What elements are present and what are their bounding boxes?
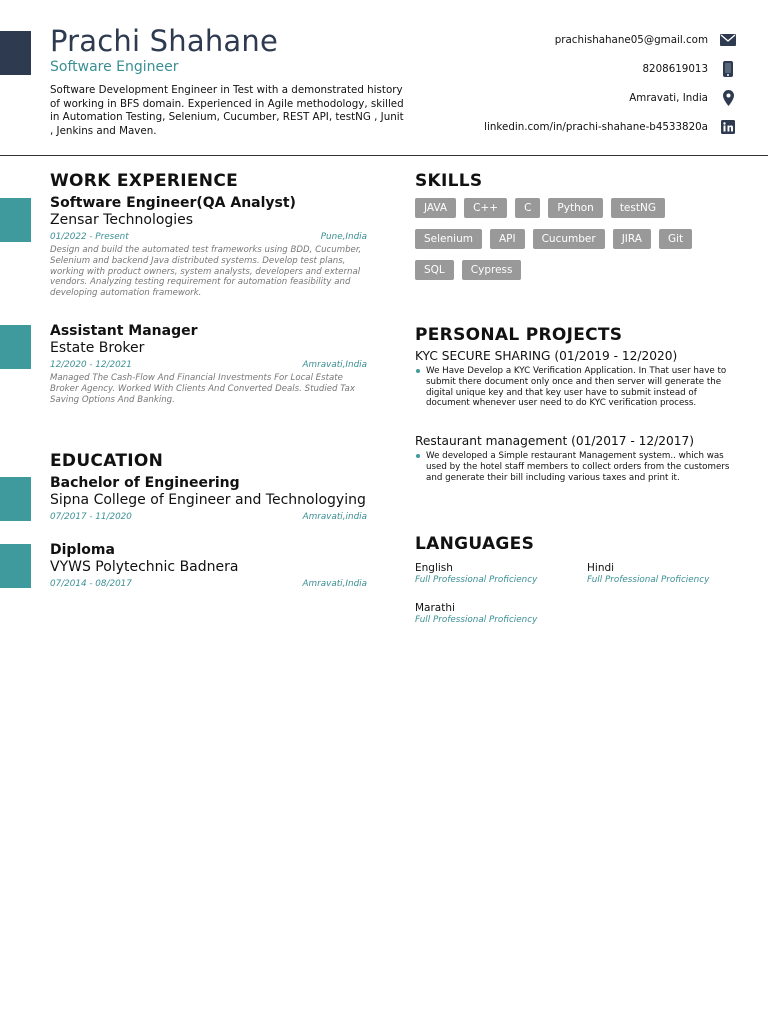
skill-row: [415, 198, 745, 218]
bullet-icon: [416, 454, 420, 458]
contact-email[interactable]: [406, 25, 736, 54]
work-location: Pune,India: [320, 232, 367, 242]
education-dates: 07/2017 - 11/2020: [50, 512, 132, 522]
contact-location: [406, 83, 736, 112]
work-meta: [50, 360, 367, 371]
education-degree: Diploma: [50, 542, 115, 558]
language-name: English: [415, 562, 453, 574]
skill-row: [415, 260, 745, 280]
header-divider: [0, 155, 768, 156]
work-company: Zensar Technologies: [50, 212, 194, 228]
project-title: KYC SECURE SHARING (01/2019 - 12/2020): [415, 349, 678, 363]
work-description: Design and build the automated test frameworks using BDD, Cucumber, Selenium and backend Java distributed systems. Develop test plans, working with product owners, system analysts, developers and external vendors. Analyzing testing requirement for automation feasibility and developing automation framework.: [50, 245, 362, 299]
linkedin-text[interactable]: linkedin.com/in/prachi-shahane-b4533820a: [484, 120, 708, 133]
contact-phone: [406, 54, 736, 83]
email-text[interactable]: prachishahane05@gmail.com: [554, 33, 708, 46]
work-dates: 01/2022 - Present: [50, 232, 129, 242]
section-marker: [0, 544, 31, 588]
personal-projects-heading: PERSONAL PROJECTS: [415, 325, 623, 345]
language-level: Full Professional Proficiency: [415, 615, 538, 625]
work-dates: 12/2020 - 12/2021: [50, 360, 132, 370]
contact-linkedin[interactable]: [406, 112, 736, 141]
education-location: Amravati,india: [302, 512, 367, 522]
work-meta: [50, 232, 367, 243]
work-company: Estate Broker: [50, 340, 145, 356]
skill-tag: Cucumber: [533, 229, 605, 249]
work-role: Assistant Manager: [50, 323, 198, 339]
location-pin-icon: [720, 90, 736, 106]
skill-tag: API: [490, 229, 525, 249]
skill-tag: Python: [548, 198, 602, 218]
language-item: [415, 601, 585, 626]
language-item: [587, 561, 757, 586]
work-location: Amravati,India: [302, 360, 367, 370]
language-name: Hindi: [587, 562, 615, 574]
skill-tag: Selenium: [415, 229, 482, 249]
bullet-icon: [416, 369, 420, 373]
job-title: Software Engineer: [50, 59, 179, 75]
work-experience-heading: WORK EXPERIENCE: [50, 171, 239, 191]
education-location: Amravati,India: [302, 579, 367, 589]
project-bullet-item: [415, 451, 735, 483]
education-entry: [50, 475, 367, 523]
language-level: Full Professional Proficiency: [587, 575, 710, 585]
work-entry: [50, 323, 367, 405]
linkedin-icon: [720, 119, 736, 135]
education-meta: [50, 579, 367, 590]
education-degree: Bachelor of Engineering: [50, 475, 240, 491]
education-school: Sipna College of Engineer and Technologying: [50, 492, 366, 508]
language-level: Full Professional Proficiency: [415, 575, 538, 585]
project-entry: [415, 434, 735, 483]
skills-heading: SKILLS: [415, 171, 483, 191]
language-name: Marathi: [415, 602, 455, 614]
education-dates: 07/2014 - 08/2017: [50, 579, 132, 589]
skill-tag: JAVA: [415, 198, 456, 218]
work-entry: [50, 195, 367, 299]
section-marker: [0, 325, 31, 369]
candidate-name: Prachi Shahane: [50, 24, 279, 58]
language-item: [415, 561, 585, 586]
header-accent-block: [0, 31, 31, 75]
skill-tag: Git: [659, 229, 692, 249]
skill-tag: JIRA: [613, 229, 651, 249]
education-heading: EDUCATION: [50, 451, 164, 471]
education-school: VYWS Polytechnic Badnera: [50, 559, 239, 575]
project-description: We Have Develop a KYC Verification Application. In That user have to submit there document only once and then server will generate the digital unique key and that key user have to submit instead of document whenever user need to do KYC verification process.: [426, 366, 727, 409]
languages-heading: LANGUAGES: [415, 534, 535, 554]
skill-tag: Cypress: [462, 260, 522, 280]
skills-list: [415, 198, 745, 291]
phone-icon: [720, 61, 736, 77]
education-entry: [50, 542, 367, 590]
contact-list: [406, 25, 736, 141]
project-bullet-item: [415, 366, 735, 409]
skill-tag: SQL: [415, 260, 454, 280]
profile-summary: Software Development Engineer in Test with a demonstrated history of working in BFS domain. Experienced in Agile methodology, skilled in Automation Testing, Selenium, Cucumber, REST API, testNG , Junit , Jenkins and Maven.: [50, 84, 404, 137]
section-marker: [0, 198, 31, 242]
project-entry: [415, 349, 735, 409]
work-description: Managed The Cash-Flow And Financial Investments For Local Estate Broker Agency. Worked With Clients And Converted Deals. Studied Tax Saving Options And Banking.: [50, 373, 355, 405]
skill-row: [415, 229, 745, 249]
envelope-icon: [720, 32, 736, 48]
location-text: Amravati, India: [629, 91, 708, 104]
skill-tag: C: [515, 198, 540, 218]
project-title: Restaurant management (01/2017 - 12/2017): [415, 434, 695, 448]
work-role: Software Engineer(QA Analyst): [50, 195, 296, 211]
education-meta: [50, 512, 367, 523]
skill-tag: C++: [464, 198, 507, 218]
section-marker: [0, 477, 31, 521]
skill-tag: testNG: [611, 198, 665, 218]
project-description: We developed a Simple restaurant Management system.. which was used by the hotel staff members to collect orders from the customers and generate their bill including various taxes and print it.: [426, 451, 730, 483]
phone-text: 8208619013: [642, 62, 708, 75]
